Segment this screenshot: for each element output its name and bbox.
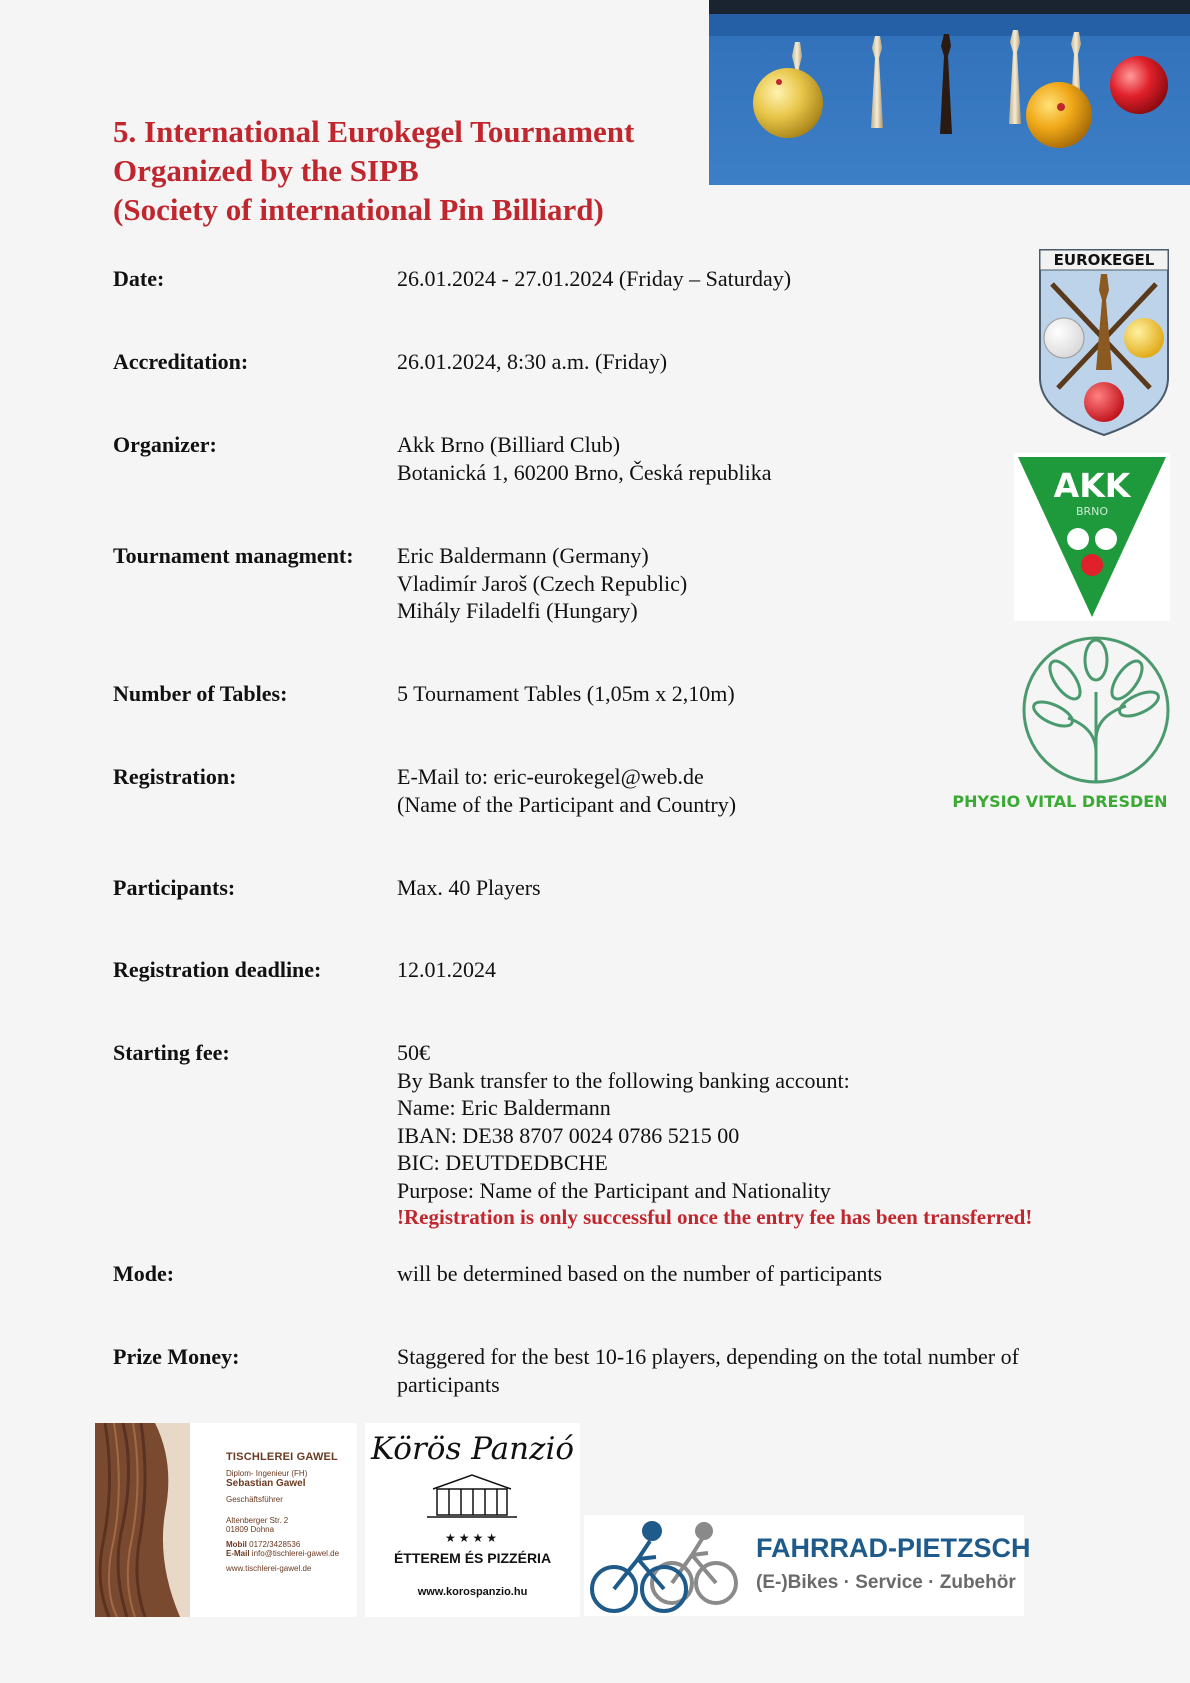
- prize-label: Prize Money:: [113, 1344, 240, 1369]
- date-label: Date:: [113, 266, 165, 291]
- wood-texture-icon: [95, 1423, 190, 1617]
- sponsor-tischlerei-gawel: [95, 1423, 357, 1617]
- fee-bic: BIC: DEUTDEDBCHE: [397, 1150, 608, 1175]
- gawel-mail-label: E-Mail: [226, 1549, 250, 1558]
- organizer-address: Botanická 1, 60200 Brno, Česká republika: [397, 459, 772, 485]
- gawel-mobil-label: Mobil: [226, 1540, 247, 1549]
- participants-value: [397, 874, 1097, 902]
- gawel-city: 01809 Dohna: [226, 1525, 275, 1534]
- tables-text: 5 Tournament Tables (1,05m x 2,10m): [397, 681, 735, 706]
- registration-email: E-Mail to: eric-eurokegel@web.de: [397, 764, 704, 789]
- fee-account-name: Name: Eric Baldermann: [397, 1095, 611, 1120]
- mode-text: will be determined based on the number of participants: [397, 1261, 883, 1286]
- fee-amount: 50€: [397, 1040, 430, 1065]
- deadline-text: 12.01.2024: [397, 957, 496, 982]
- fee-bank-intro: By Bank transfer to the following banking account:: [397, 1067, 850, 1093]
- accreditation-text: 26.01.2024, 8:30 a.m. (Friday): [397, 349, 668, 374]
- gawel-name: TISCHLEREI GAWEL: [226, 1451, 338, 1463]
- akk-logo: [1014, 453, 1170, 621]
- gawel-mobil: 0172/3428536: [249, 1540, 301, 1549]
- gawel-person: Sebastian Gawel: [226, 1478, 306, 1489]
- participants-label: Participants:: [113, 875, 236, 900]
- prize-value: [397, 1343, 1097, 1398]
- building-icon: [427, 1473, 517, 1519]
- akk-logo-text: AKK: [1053, 466, 1131, 505]
- fee-iban: IBAN: DE38 8707 0024 0786 5215 00: [397, 1122, 740, 1148]
- physio-vital-text: PHYSIO VITAL DRESDEN: [952, 792, 1168, 811]
- fee-purpose: Purpose: Name of the Participant and Nationality: [397, 1177, 831, 1203]
- organizer-name: Akk Brno (Billiard Club): [397, 432, 621, 457]
- date-text: 26.01.2024 - 27.01.2024 (Friday – Saturday): [397, 266, 792, 291]
- accreditation-value: [397, 348, 1097, 376]
- fahrrad-name: FAHRRAD-PIETZSCH: [756, 1533, 1031, 1563]
- koros-tagline: ÉTTEREM ÉS PIZZÉRIA: [393, 1550, 552, 1566]
- mode-label: Mode:: [113, 1261, 175, 1286]
- title-line-2: Organized by the SIPB: [113, 153, 419, 188]
- organizer-label: Organizer:: [113, 432, 217, 457]
- eurokegel-logo: [1038, 248, 1170, 437]
- koros-stars: ★★★★: [444, 1531, 501, 1545]
- eurokegel-logo-text: EUROKEGEL: [1053, 251, 1155, 269]
- deadline-value: [397, 956, 1097, 984]
- koros-web: www.korospanzio.hu: [417, 1586, 528, 1598]
- organizer-value: [397, 431, 1097, 486]
- tables-label: Number of Tables:: [113, 681, 288, 706]
- pool-table-photo: [709, 0, 1190, 185]
- participants-text: Max. 40 Players: [397, 875, 541, 900]
- sponsor-fahrrad-pietzsch: [584, 1515, 1031, 1616]
- page-title: [113, 112, 713, 229]
- sponsor-koros-panzio: [365, 1423, 580, 1617]
- physio-vital-logo: [950, 632, 1170, 812]
- gawel-web: www.tischlerei-gawel.de: [226, 1564, 312, 1573]
- manager-3: Mihály Filadelfi (Hungary): [397, 598, 638, 623]
- akk-logo-subtext: BRNO: [1075, 505, 1109, 518]
- accreditation-label: Accreditation:: [113, 349, 249, 374]
- gawel-mail: info@tischlerei-gawel.de: [251, 1549, 340, 1558]
- manager-2: Vladimír Jaroš (Czech Republic): [397, 570, 688, 596]
- koros-name: Körös Panzió: [370, 1431, 575, 1467]
- fee-warning: !Registration is only successful once the entry fee has been transferred!: [397, 1205, 1033, 1229]
- manager-1: Eric Baldermann (Germany): [397, 543, 649, 568]
- mode-value: [397, 1260, 1097, 1288]
- registration-label: Registration:: [113, 764, 237, 789]
- title-line-3: (Society of international Pin Billiard): [113, 192, 604, 227]
- management-label: Tournament managment:: [113, 543, 354, 568]
- gawel-title: Diplom- Ingenieur (FH): [226, 1469, 308, 1478]
- deadline-label: Registration deadline:: [113, 957, 322, 982]
- fee-value: [397, 1039, 1097, 1232]
- cyclists-icon: [584, 1515, 744, 1616]
- title-line-1: 5. International Eurokegel Tournament: [113, 114, 635, 149]
- management-value: [397, 542, 1097, 625]
- prize-text: Staggered for the best 10-16 players, depending on the total number of participants: [397, 1344, 1019, 1397]
- gawel-role: Geschäftsführer: [226, 1495, 283, 1504]
- fahrrad-tagline: (E-)Bikes · Service · Zubehör: [756, 1572, 1016, 1593]
- fee-label: Starting fee:: [113, 1040, 230, 1065]
- gawel-street: Altenberger Str. 2: [226, 1516, 289, 1525]
- registration-note: (Name of the Participant and Country): [397, 791, 737, 817]
- date-value: [397, 265, 1097, 293]
